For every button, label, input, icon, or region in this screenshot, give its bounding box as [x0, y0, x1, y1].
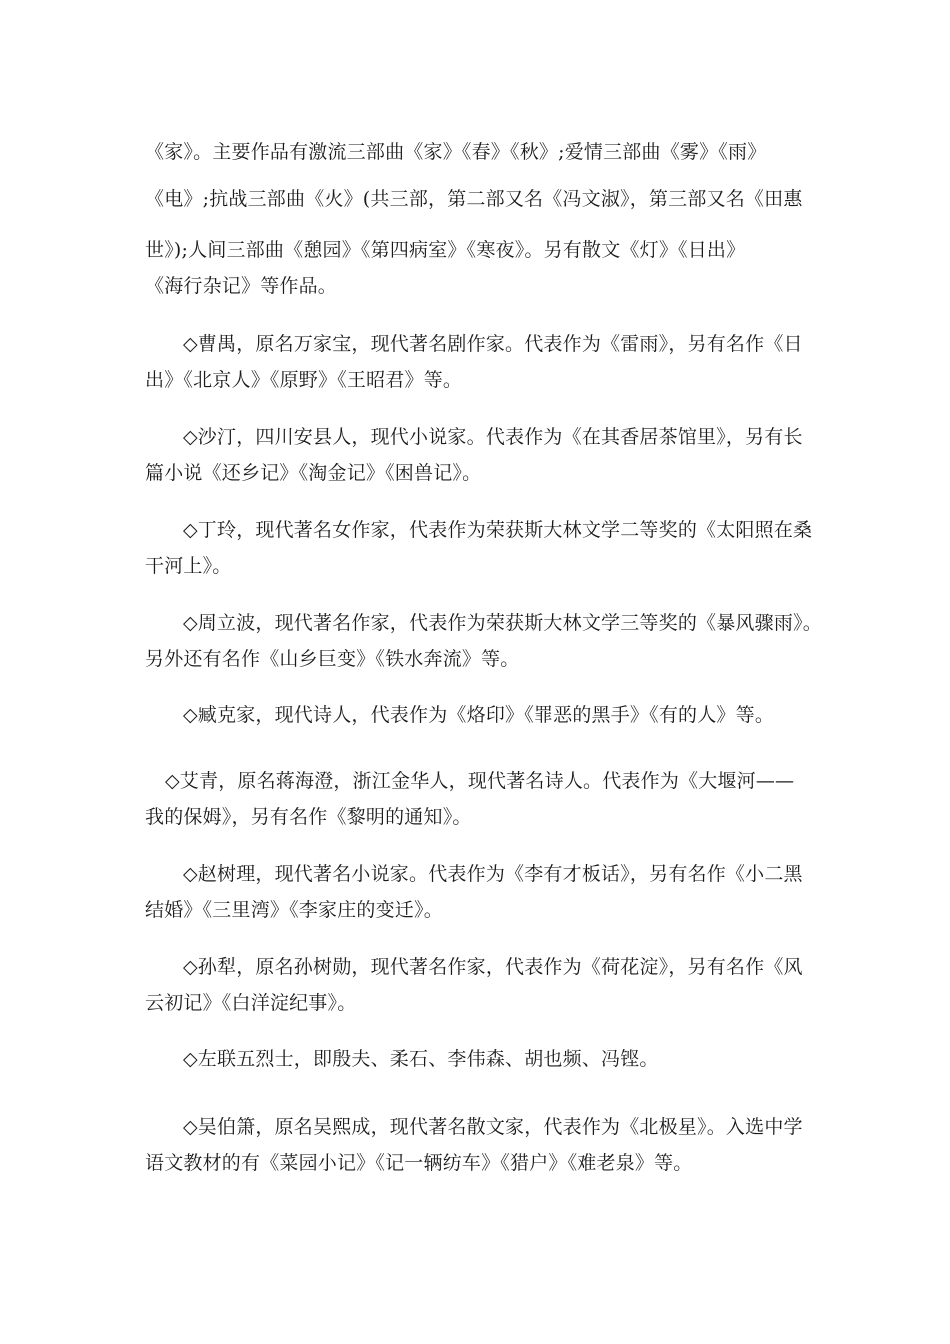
text-line: 出》《北京人》《原野》《王昭君》等。 [145, 369, 463, 391]
text-line: 我的保姆》，另有名作《黎明的通知》。 [145, 806, 472, 828]
text-line: ◇吴伯箫，原名吴熙成，现代著名散文家，代表作为《北极星》。入选中学 [183, 1116, 803, 1138]
text-line: 干河上》。 [145, 555, 232, 577]
text-line: ◇左联五烈士，即殷夫、柔石、李伟森、胡也频、冯铿。 [183, 1048, 659, 1070]
text-line: ◇臧克家，现代诗人，代表作为《烙印》《罪恶的黑手》《有的人》等。 [183, 704, 775, 726]
text-line: 结婚》《三里湾》《李家庄的变迁》。 [145, 899, 443, 921]
text-line: ◇艾青，原名蒋海澄，浙江金华人，现代著名诗人。代表作为《大堰河—— [165, 770, 795, 792]
text-line: ◇丁玲，现代著名女作家，代表作为荣获斯大林文学二等奖的《太阳照在桑 [183, 519, 813, 541]
text-line: ◇赵树理，现代著名小说家。代表作为《李有才板话》，另有名作《小二黑 [183, 863, 803, 885]
text-line: 《家》。主要作品有激流三部曲《家》《春》《秋》;爱情三部曲《雾》《雨》 [145, 141, 767, 163]
text-line: 《海行杂记》等作品。 [145, 275, 338, 297]
text-line: 《电》;抗战三部曲《火》(共三部，第二部又名《冯文淑》，第三部又名《田惠 [145, 188, 803, 210]
text-line: 另外还有名作《山乡巨变》《铁水奔流》等。 [145, 648, 520, 670]
text-line: ◇曹禺，原名万家宝，现代著名剧作家。代表作为《雷雨》，另有名作《日 [183, 333, 803, 355]
text-line: 世》);人间三部曲《憩园》《第四病室》《寒夜》。另有散文《灯》《日出》 [145, 239, 746, 261]
text-line: ◇孙犁，原名孙树勋，现代著名作家，代表作为《荷花淀》，另有名作《风 [183, 956, 803, 978]
text-line: ◇周立波，现代著名作家，代表作为荣获斯大林文学三等奖的《暴风骤雨》。 [183, 612, 822, 634]
text-line: 篇小说《还乡记》《淘金记》《困兽记》。 [145, 462, 482, 484]
text-line: ◇沙汀，四川安县人，现代小说家。代表作为《在其香居茶馆里》，另有长 [183, 426, 803, 448]
text-line: 语文教材的有《菜园小记》《记一辆纺车》《猎户》《难老泉》等。 [145, 1152, 693, 1174]
text-line: 云初记》《白洋淀纪事》。 [145, 992, 357, 1014]
